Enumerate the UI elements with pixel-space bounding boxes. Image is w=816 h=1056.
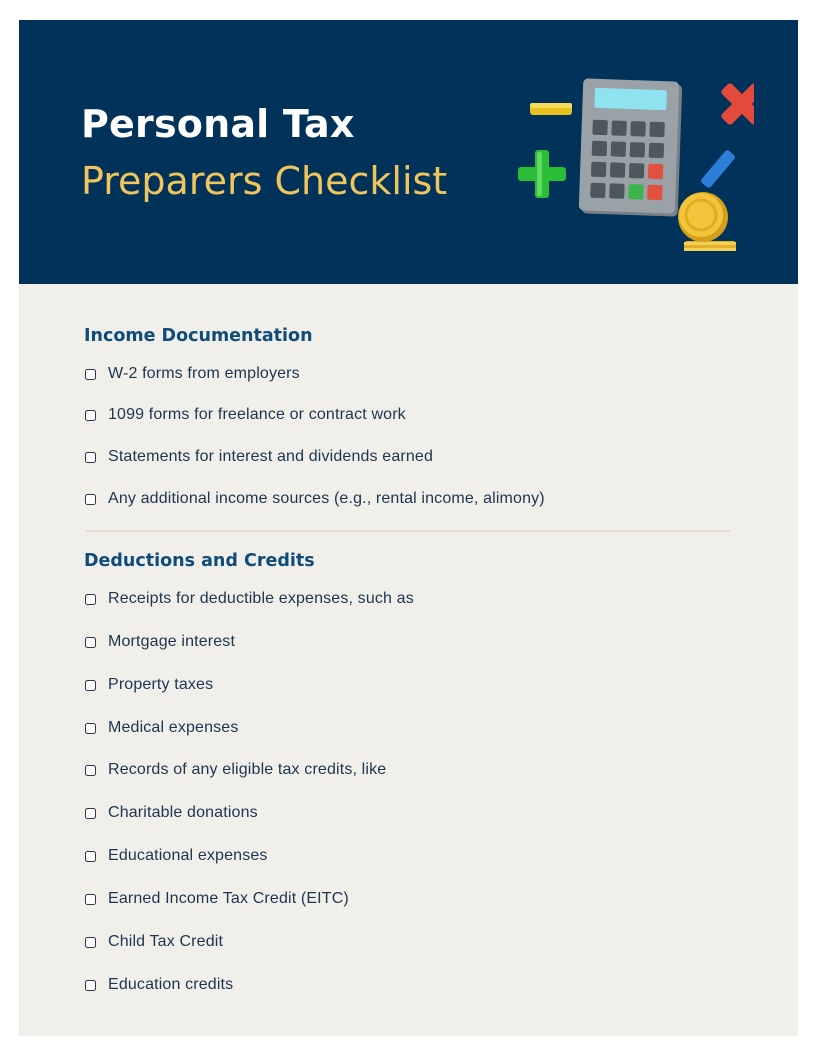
checkbox[interactable]	[85, 808, 96, 819]
checkbox[interactable]	[85, 410, 96, 421]
section-title-deductions: Deductions and Credits	[84, 551, 315, 571]
page-title: Personal Tax	[81, 102, 355, 146]
checklist-item[interactable]	[85, 445, 433, 469]
checklist-page	[19, 20, 798, 1036]
checkbox[interactable]	[85, 723, 96, 734]
item-label: Property taxes	[108, 676, 214, 693]
checkbox[interactable]	[85, 765, 96, 776]
calculator-icon	[579, 78, 683, 216]
checklist-item[interactable]	[85, 758, 386, 782]
checklist-item[interactable]	[85, 630, 235, 654]
item-label: Education credits	[108, 976, 234, 993]
checklist-item[interactable]	[85, 887, 349, 911]
item-label: 1099 forms for freelance or contract work	[108, 406, 406, 423]
checklist-item[interactable]	[85, 844, 268, 868]
checklist-item[interactable]	[85, 930, 223, 954]
section-title-income: Income Documentation	[84, 326, 313, 346]
item-label: W-2 forms from employers	[108, 365, 300, 382]
plus-icon	[518, 150, 566, 198]
checkbox[interactable]	[85, 594, 96, 605]
item-label: Records of any eligible tax credits, like	[108, 761, 387, 778]
checklist-item[interactable]	[85, 801, 258, 825]
item-label: Charitable donations	[108, 804, 258, 821]
checklist-item[interactable]	[85, 716, 238, 740]
checklist-item[interactable]	[85, 973, 233, 997]
item-label: Educational expenses	[108, 847, 268, 864]
checkbox[interactable]	[85, 452, 96, 463]
checklist-item[interactable]	[85, 587, 414, 611]
coins-icon	[678, 192, 736, 251]
item-label: Earned Income Tax Credit (EITC)	[108, 890, 349, 907]
checkbox[interactable]	[85, 851, 96, 862]
checkbox[interactable]	[85, 637, 96, 648]
minus-icon	[530, 103, 572, 115]
checkbox[interactable]	[85, 680, 96, 691]
item-label: Any additional income sources (e.g., rental income, alimony)	[108, 490, 545, 507]
item-label: Medical expenses	[108, 719, 239, 736]
checkbox[interactable]	[85, 937, 96, 948]
section-divider	[86, 530, 730, 532]
header-banner	[19, 20, 798, 284]
item-label: Child Tax Credit	[108, 933, 224, 950]
multiply-icon	[720, 82, 754, 126]
checkbox[interactable]	[85, 369, 96, 380]
item-label: Statements for interest and dividends earned	[108, 448, 434, 465]
checklist-item[interactable]	[85, 673, 213, 697]
checkbox[interactable]	[85, 894, 96, 905]
checklist-item[interactable]	[85, 487, 545, 511]
calculator-illustration	[514, 56, 754, 251]
checklist-item[interactable]	[85, 362, 300, 386]
checkbox[interactable]	[85, 980, 96, 991]
item-label: Receipts for deductible expenses, such as	[108, 590, 414, 607]
checkbox[interactable]	[85, 494, 96, 505]
item-label: Mortgage interest	[108, 633, 236, 650]
page-subtitle: Preparers Checklist	[81, 159, 448, 203]
divide-icon	[700, 149, 736, 189]
checklist-item[interactable]	[85, 403, 406, 427]
